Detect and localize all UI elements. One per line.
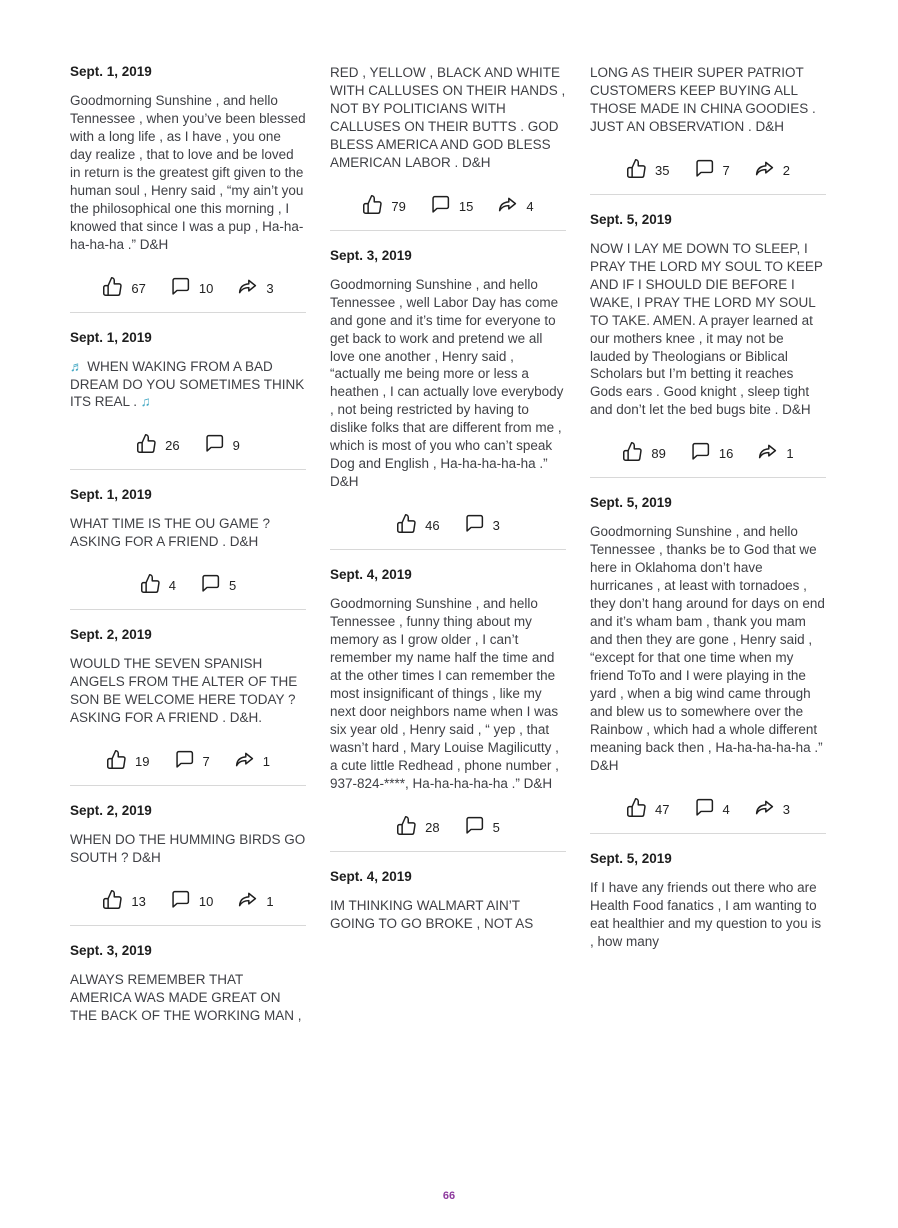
- comment-bubble-icon: [204, 433, 225, 454]
- like-stat: [140, 573, 176, 594]
- post-stats: [590, 158, 826, 179]
- comment-count: 9: [232, 438, 240, 454]
- post-body: NOW I LAY ME DOWN TO SLEEP, I PRAY THE LORD MY SOUL TO KEEP AND IF I SHOULD DIE BEFORE I WAKE, I PRAY THE LORD MY SOUL TO TAKE. AMEN. A prayer learned at our mothers knee , it may not be lauded by Theologians or Biblical Scholars but I’m betting it reaches Gods ears . Good knight , sleep tight and don’t let the bed bugs bite . D&H: [590, 240, 823, 418]
- post: [70, 803, 306, 910]
- post-body: If I have any friends out there who are Health Food fanatics , I am wanting to eat healthier and my question to you is , how many: [590, 879, 822, 949]
- post-stats: [590, 797, 826, 818]
- comment-bubble-icon: [694, 797, 715, 818]
- thumbs-up-icon: [106, 749, 127, 770]
- post-date: Sept. 2, 2019: [70, 627, 152, 643]
- post-divider: [330, 230, 566, 231]
- post-date: Sept. 4, 2019: [330, 567, 412, 583]
- like-stat: [102, 276, 145, 297]
- like-stat: [626, 797, 669, 818]
- comment-stat: [694, 797, 730, 818]
- post-stats: [70, 276, 306, 297]
- post-body: Goodmorning Sunshine , and hello Tennessee , well Labor Day has come and gone and it’s time for everyone to get back to work and pretend we all love one another , Henry said , “actually me being more or less a heathen , I can actually love everybody , not being restricted by having to dislike folks that are different from me , which is most of you who can’t speak Dog and English , Ha-ha-ha-ha-ha .” D&H: [330, 276, 564, 490]
- page-footer: [0, 1186, 898, 1204]
- thumbs-up-icon: [136, 433, 157, 454]
- share-count: 3: [266, 280, 274, 296]
- share-stat: [754, 797, 790, 818]
- post-date: Sept. 5, 2019: [590, 495, 672, 511]
- thumbs-up-icon: [626, 158, 647, 179]
- like-stat: [106, 749, 149, 770]
- music-note-icon: ♬: [70, 358, 84, 374]
- post-stats: [330, 513, 566, 534]
- comment-bubble-icon: [174, 749, 195, 770]
- like-stat: [622, 441, 665, 462]
- post-body: ♬ WHEN WAKING FROM A BAD DREAM DO YOU SOMETIMES THINK ITS REAL . ♫: [70, 358, 305, 410]
- like-count: 46: [425, 518, 440, 534]
- like-stat: [362, 194, 405, 215]
- comment-count: 4: [722, 801, 730, 817]
- post-date: Sept. 1, 2019: [70, 329, 152, 345]
- comment-count: 5: [229, 578, 237, 594]
- post-stats: [590, 441, 826, 462]
- share-stat: [234, 749, 270, 770]
- post: [590, 495, 826, 817]
- post: [590, 851, 826, 951]
- post-body: WOULD THE SEVEN SPANISH ANGELS FROM THE ALTER OF THE SON BE WELCOME HERE TODAY ? ASKING FOR A FRIEND . D&H.: [70, 656, 298, 726]
- post-date: Sept. 3, 2019: [70, 943, 152, 959]
- like-stat: [396, 513, 439, 534]
- post-divider: [590, 833, 826, 834]
- share-count: 1: [266, 894, 274, 910]
- comment-stat: [694, 158, 730, 179]
- post-date: Sept. 1, 2019: [70, 487, 152, 503]
- thumbs-up-icon: [622, 441, 643, 462]
- post: [330, 869, 566, 933]
- share-stat: [237, 276, 273, 297]
- thumbs-up-icon: [396, 815, 417, 836]
- thumbs-up-icon: [102, 889, 123, 910]
- comment-bubble-icon: [170, 889, 191, 910]
- share-stat: [754, 158, 790, 179]
- column-2: [330, 64, 566, 933]
- post-body: WHEN DO THE HUMMING BIRDS GO SOUTH ? D&H: [70, 832, 306, 866]
- comment-bubble-icon: [170, 276, 191, 297]
- comment-count: 7: [202, 754, 210, 770]
- post: [590, 64, 826, 179]
- like-count: 26: [165, 438, 180, 454]
- post-stats: [70, 433, 306, 454]
- post-date: Sept. 5, 2019: [590, 211, 672, 227]
- post-divider: [70, 469, 306, 470]
- post-divider: [590, 194, 826, 195]
- columns: [70, 64, 828, 1025]
- post: [330, 64, 566, 215]
- share-count: 2: [782, 162, 790, 178]
- like-stat: [102, 889, 145, 910]
- share-count: 4: [526, 198, 534, 214]
- comment-bubble-icon: [200, 573, 221, 594]
- thumbs-up-icon: [626, 797, 647, 818]
- post: [590, 212, 826, 463]
- post: [70, 330, 306, 455]
- share-stat: [757, 441, 793, 462]
- share-arrow-icon: [234, 749, 255, 770]
- column-3: [590, 64, 826, 951]
- comment-count: 5: [492, 819, 500, 835]
- comment-stat: [204, 433, 240, 454]
- thumbs-up-icon: [362, 194, 383, 215]
- comment-bubble-icon: [690, 441, 711, 462]
- post-divider: [330, 851, 566, 852]
- comment-stat: [174, 749, 210, 770]
- share-count: 1: [786, 446, 794, 462]
- music-note-icon: ♫: [140, 394, 151, 410]
- post-divider: [70, 925, 306, 926]
- post-body: RED , YELLOW , BLACK AND WHITE WITH CALLUSES ON THEIR HANDS , NOT BY POLITICIANS WITH CALLUSES ON THEIR BUTTS . GOD BLESS AMERICA AND GOD BLESS AMERICAN LABOR . D&H: [330, 65, 566, 170]
- like-count: 35: [655, 162, 670, 178]
- share-count: 1: [262, 754, 270, 770]
- comment-count: 3: [492, 518, 500, 534]
- post-divider: [330, 549, 566, 550]
- comment-count: 7: [722, 162, 730, 178]
- share-arrow-icon: [754, 158, 775, 179]
- comment-count: 16: [718, 446, 734, 462]
- comment-stat: [430, 194, 473, 215]
- comment-bubble-icon: [464, 513, 485, 534]
- comment-count: 15: [458, 198, 474, 214]
- comment-stat: [170, 889, 213, 910]
- like-count: 89: [651, 446, 666, 462]
- thumbs-up-icon: [102, 276, 123, 297]
- post-date: Sept. 4, 2019: [330, 868, 412, 884]
- share-arrow-icon: [237, 889, 258, 910]
- post-divider: [70, 312, 306, 313]
- like-count: 47: [655, 801, 670, 817]
- post-stats: [330, 815, 566, 836]
- post: [70, 943, 306, 1025]
- post-body: Goodmorning Sunshine , and hello Tennessee , when you’ve been blessed with a long life , as I have , you one day realize , that to love and be loved in return is the greatest gift given to the human soul , Henry said , “my ain’t you the philosophical one this morning , I knowed that since I was a pup , Ha-ha-ha-ha-ha .” D&H: [70, 93, 306, 252]
- page-number: 66: [442, 1190, 456, 1202]
- like-stat: [396, 815, 439, 836]
- comment-bubble-icon: [694, 158, 715, 179]
- comment-count: 10: [198, 894, 214, 910]
- post-stats: [330, 194, 566, 215]
- share-count: 3: [782, 801, 790, 817]
- post-date: Sept. 5, 2019: [590, 850, 672, 866]
- like-stat: [136, 433, 179, 454]
- share-stat: [497, 194, 533, 215]
- like-count: 67: [131, 280, 146, 296]
- post-date: Sept. 3, 2019: [330, 247, 412, 263]
- post-body: ALWAYS REMEMBER THAT AMERICA WAS MADE GREAT ON THE BACK OF THE WORKING MAN ,: [70, 972, 302, 1023]
- post-divider: [590, 477, 826, 478]
- share-arrow-icon: [754, 797, 775, 818]
- share-arrow-icon: [757, 441, 778, 462]
- like-count: 19: [135, 754, 150, 770]
- post: [330, 248, 566, 534]
- thumbs-up-icon: [396, 513, 417, 534]
- post-divider: [70, 785, 306, 786]
- post-stats: [70, 749, 306, 770]
- like-count: 28: [425, 819, 440, 835]
- comment-stat: [200, 573, 236, 594]
- post-stats: [70, 573, 306, 594]
- like-count: 4: [168, 578, 176, 594]
- like-count: 13: [131, 894, 146, 910]
- share-arrow-icon: [497, 194, 518, 215]
- comment-bubble-icon: [464, 815, 485, 836]
- comment-count: 10: [198, 280, 214, 296]
- comment-stat: [464, 815, 500, 836]
- post-body: Goodmorning Sunshine , and hello Tennessee , funny thing about my memory as I grow older , I can’t remember my name half the time and at the other times I can remember the most insignificant of things , like my next door neighbors name when I was six year old , Henry said , “ yep , that wasn’t hard , Mary Louise Magilicutty , a cute little Redhead , phone number , 937-824-****, Ha-ha-ha-ha-ha .” D&H: [330, 596, 559, 791]
- post: [70, 487, 306, 594]
- post-body: IM THINKING WALMART AIN’T GOING TO GO BROKE , NOT AS: [330, 897, 534, 931]
- column-1: [70, 64, 306, 1025]
- like-stat: [626, 158, 669, 179]
- post-body: Goodmorning Sunshine , and hello Tennessee , thanks be to God that we here in Oklahoma don’t have hurricanes , at least with tornadoes , they don’t hang around for days on end and it’s wham bam , thank you mam and then they are gone , Henry said , “except for that one time when my friend ToTo and I were playing in the yard , when a big wind came through and blew us to somewhere over the Rainbow , which had a whole different meaning back then , Ha-ha-ha-ha-ha .” D&H: [590, 524, 825, 773]
- post-date: Sept. 2, 2019: [70, 803, 152, 819]
- comment-stat: [170, 276, 213, 297]
- post: [70, 64, 306, 297]
- share-arrow-icon: [237, 276, 258, 297]
- comment-stat: [690, 441, 733, 462]
- post: [70, 627, 306, 770]
- post-body: LONG AS THEIR SUPER PATRIOT CUSTOMERS KEEP BUYING ALL THOSE MADE IN CHINA GOODIES . JUST AN OBSERVATION . D&H: [590, 65, 816, 134]
- post: [330, 567, 566, 835]
- thumbs-up-icon: [140, 573, 161, 594]
- like-count: 79: [391, 198, 406, 214]
- post-date: Sept. 1, 2019: [70, 64, 152, 79]
- comment-stat: [464, 513, 500, 534]
- post-body: WHAT TIME IS THE OU GAME ? ASKING FOR A FRIEND . D&H: [70, 516, 271, 550]
- share-stat: [237, 889, 273, 910]
- comment-bubble-icon: [430, 194, 451, 215]
- post-divider: [70, 609, 306, 610]
- post-stats: [70, 889, 306, 910]
